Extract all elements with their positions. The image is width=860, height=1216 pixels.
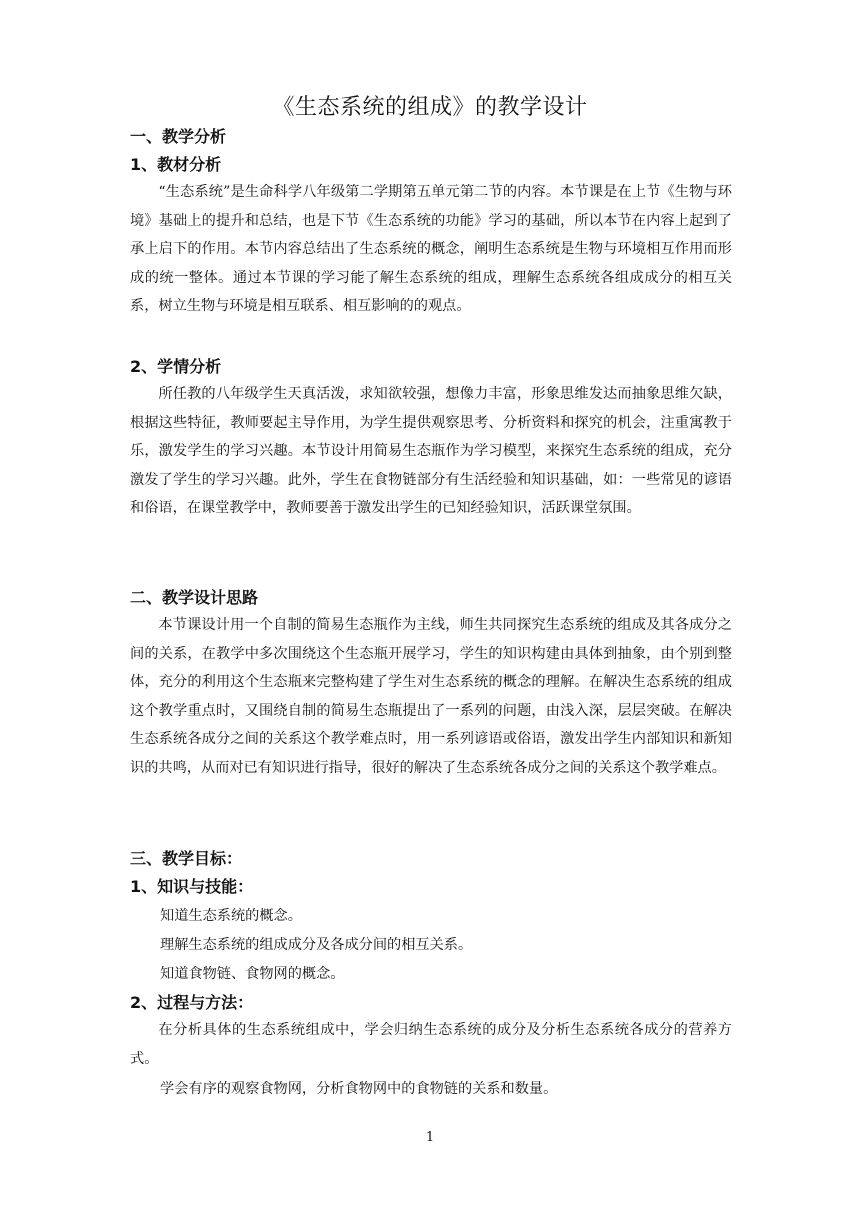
paragraph-process-methods: 在分析具体的生态系统组成中，学会归纳生态系统的成分及分析生态系统各成分的营养方式。 xyxy=(130,1022,732,1067)
list-item: 知道食物链、食物网的概念。 xyxy=(160,966,345,982)
list-item: 知道生态系统的概念。 xyxy=(160,908,302,924)
subheading-textbook-analysis: 1、教材分析 xyxy=(130,155,222,174)
page-number: 1 xyxy=(425,1130,435,1145)
paragraph-design-idea: 本节课设计用一个自制的简易生态瓶作为主线，师生共同探究生态系统的组成及其各成分之间的关系，在教学中多次围绕这个生态瓶开展学习，学生的知识构建由具体到抽象，由个别到整体，充分的利用这个生态瓶来完整构建了学生对生态系统的概念的理解。在解决生态系统的组成这个教学重点时，又围绕自制的简易生态瓶提出了一系列的问题，由浅入深，层层突破。在解决生态系统各成分之间的关系这个教学难点时，用一系列谚语或俗语，激发出学生内部知识和新知识的共鸣，从而对已有知识进行指导，很好的解决了生态系统各成分之间的关系这个教学难点。 xyxy=(130,617,732,776)
paragraph-student-analysis: 所任教的八年级学生天真活泼，求知欲较强，想像力丰富，形象思维发达而抽象思维欠缺，根据这些特征，教师要起主导作用，为学生提供观察思考、分析资料和探究的机会，注重寓教于乐，激发学生的学习兴趣。本节设计用简易生态瓶作为学习模型，来探究生态系统的组成，充分激发了学生的学习兴趣。此外，学生在食物链部分有生活经验和知识基础，如：一些常见的谚语和俗语，在课堂教学中，教师要善于激发出学生的已知经验知识，活跃课堂氛围。 xyxy=(130,386,732,516)
subheading-knowledge-skills: 1、知识与技能： xyxy=(130,877,254,896)
section-heading-design-idea: 二、教学设计思路 xyxy=(130,588,259,607)
list-item: 学会有序的观察食物网，分析食物网中的食物链的关系和数量。 xyxy=(160,1081,558,1097)
section-heading-teaching-goals: 三、教学目标： xyxy=(130,849,243,868)
subheading-process-methods: 2、过程与方法： xyxy=(130,993,254,1012)
list-item: 理解生态系统的组成成分及各成分间的相互关系。 xyxy=(160,937,473,953)
subheading-student-analysis: 2、学情分析 xyxy=(130,357,222,376)
document-title: 《生态系统的组成》的教学设计 xyxy=(272,95,588,120)
paragraph-textbook-analysis: “生态系统”是生命科学八年级第二学期第五单元第二节的内容。本节课是在上节《生物与环境》基础上的提升和总结，也是下节《生态系统的功能》学习的基础，所以本节在内容上起到了承上启下的作用。本节内容总结出了生态系统的概念，阐明生态系统是生物与环境相互作用而形成的统一整体。通过本节课的学习能了解生态系统的组成，理解生态系统各组成成分的相互关系，树立生物与环境是相互联系、相互影响的的观点。 xyxy=(130,184,732,314)
section-heading-teaching-analysis: 一、教学分析 xyxy=(130,127,227,146)
